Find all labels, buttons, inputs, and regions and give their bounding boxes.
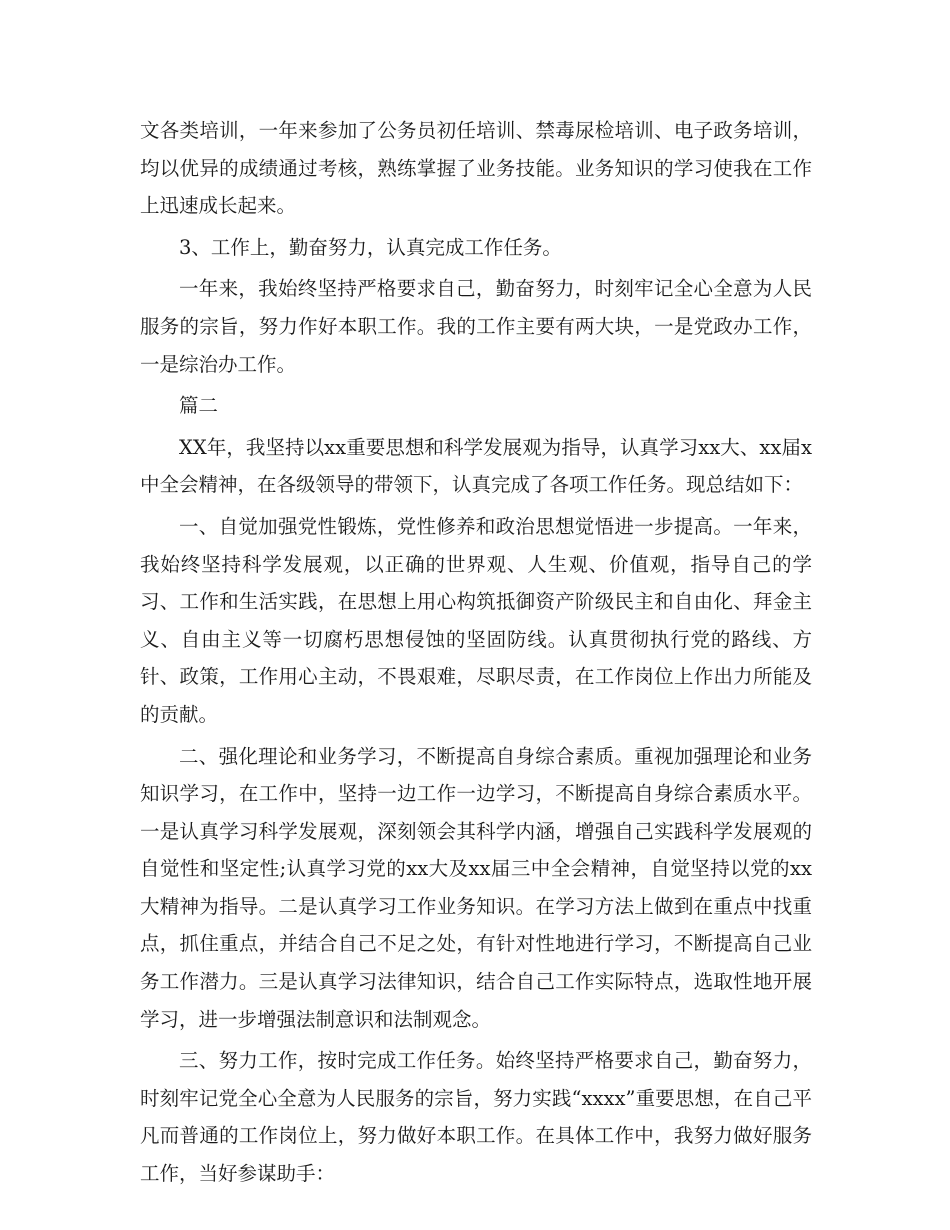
- paragraph-8: 三、努力工作，按时完成工作任务。始终坚持严格要求自己，勤奋努力，时刻牢记党全心全意为人民服务的宗旨，努力实践“xxxx”重要思想，在自己平凡而普通的工作岗位上，努力做好本职工作。在具体工作中，我努力做好服务工作，当好参谋助手：: [140, 1049, 812, 1186]
- paragraph-1: 文各类培训，一年来参加了公务员初任培训、禁毒尿检培训、电子政务培训，均以优异的成绩通过考核，熟练掌握了业务技能。业务知识的学习使我在工作上迅速成长起来。: [140, 119, 812, 218]
- paragraph-6: 一、自觉加强党性锻炼，党性修养和政治思想觉悟进一步提高。一年来，我始终坚持科学发展观，以正确的世界观、人生观、价值观，指导自己的学习、工作和生活实践，在思想上用心构筑抵御资产阶级民主和自由化、拜金主义、自由主义等一切腐朽思想侵蚀的坚固防线。认真贯彻执行党的路线、方针、政策，工作用心主动，不畏艰难，尽职尽责，在工作岗位上作出力所能及的贡献。: [140, 514, 812, 726]
- document-body: [140, 112, 812, 1193]
- section-heading-pian-er: 篇二: [179, 394, 219, 418]
- paragraph-2-heading: 3、工作上，勤奋努力，认真完成工作任务。: [179, 235, 562, 259]
- paragraph-5: XX年，我坚持以xx重要思想和科学发展观为指导，认真学习xx大、xx届x中全会精神，在各级领导的带领下，认真完成了各项工作任务。现总结如下：: [140, 435, 812, 497]
- paragraph-7: 二、强化理论和业务学习，不断提高自身综合素质。重视加强理论和业务知识学习，在工作中，坚持一边工作一边学习，不断提高自身综合素质水平。一是认真学习科学发展观，深刻领会其科学内涵，增强自己实践科学发展观的自觉性和坚定性;认真学习党的xx大及xx届三中全会精神，自觉坚持以党的xx大精神为指导。二是认真学习工作业务知识。在学习方法上做到在重点中找重点，抓住重点，并结合自己不足之处，有针对性地进行学习，不断提高自己业务工作潜力。三是认真学习法律知识，结合自己工作实际特点，选取性地开展学习，进一步增强法制意识和法制观念。: [140, 744, 812, 1031]
- paragraph-3: 一年来，我始终坚持严格要求自己，勤奋努力，时刻牢记全心全意为人民服务的宗旨，努力作好本职工作。我的工作主要有两大块，一是党政办工作，一是综治办工作。: [140, 277, 812, 376]
